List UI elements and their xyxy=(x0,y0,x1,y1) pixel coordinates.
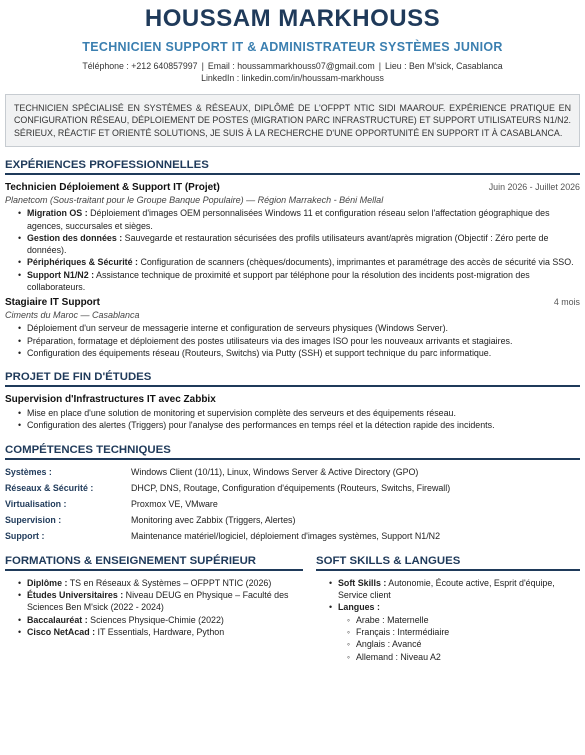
languages-list xyxy=(338,614,580,663)
language-item: ◦ Arabe : Maternelle xyxy=(347,614,580,626)
language-item: ◦ Anglais : Avancé xyxy=(347,638,580,650)
soft-skills-heading: SOFT SKILLS & LANGUES xyxy=(316,555,580,571)
list-item: • Déploiement d'un serveur de messagerie interne et configuration de serveurs physiques (Windows Server). xyxy=(18,322,580,334)
project-title: Supervision d'Infrastructures IT avec Zabbix xyxy=(5,394,216,406)
list-item: • Baccalauréat : Sciences Physique-Chimie (2022) xyxy=(18,614,303,626)
education-column xyxy=(5,547,303,663)
job-2 xyxy=(5,297,580,359)
soft-skills-column xyxy=(316,547,580,663)
list-item: • Configuration des alertes (Triggers) pour l'analyse des performances en temps réel et la détection rapide des incidents. xyxy=(18,419,580,431)
job-company-1: Planetcom (Sous-traitant pour le Groupe Banque Populaire) — Région Marrakech - Béni Mellal xyxy=(5,195,384,206)
list-item: • Cisco NetAcad : IT Essentials, Hardware, Python xyxy=(18,626,303,638)
language-item: ◦ Allemand : Niveau A2 xyxy=(347,651,580,663)
table-row: Réseaux & Sécurité : DHCP, DNS, Routage, Configuration d'équipements (Routeurs, Switchs, Firewall) xyxy=(5,482,451,493)
bottom-columns xyxy=(5,547,580,663)
project-heading: PROJET DE FIN D'ÉTUDES xyxy=(5,371,580,387)
separator: | xyxy=(378,61,382,71)
job-title-2: Stagiaire IT Support xyxy=(5,297,101,309)
table-row: Supervision : Monitoring avec Zabbix (Triggers, Alertes) xyxy=(5,514,296,525)
job-1 xyxy=(5,182,580,293)
education-heading: FORMATIONS & ENSEIGNEMENT SUPÉRIEUR xyxy=(5,555,303,571)
experience-heading: EXPÉRIENCES PROFESSIONNELLES xyxy=(5,159,580,175)
table-row: Virtualisation : Proxmox VE, VMware xyxy=(5,498,218,509)
list-item: • Support N1/N2 : Assistance technique de proximité et support par téléphone pour la résolution des incidents post-migration des collaborateurs. xyxy=(18,269,580,294)
list-item: • Études Universitaires : Niveau DEUG en Physique – Faculté des Sciences Ben M'sick (2022 - 2024) xyxy=(18,589,303,614)
list-item: • Mise en place d'une solution de monitoring et supervision complète des serveurs et des équipements réseau. xyxy=(18,407,580,419)
language-item: ◦ Français : Intermédiaire xyxy=(347,626,580,638)
table-row: Support : Maintenance matériel/logiciel, déploiement d'images systèmes, Support N1/N2 xyxy=(5,530,441,541)
candidate-name: HOUSSAM MARKHOUSS xyxy=(144,5,441,32)
profile-summary: TECHNICIEN SPÉCIALISÉ EN SYSTÈMES & RÉSEAUX, DIPLÔMÉ DE L'OFPPT NTIC SIDI MAAROUF. EXPÉRIENCE PRATIQUE EN CONFIGURATION RÉSEAU, DÉPLOIEMENT DE POSTES (MIGRATION PARC INFRASTRUCTURE) ET SUPPORT UTILISATEURS N1/N2. SÉRIEUX, RÉACTIF ET ORIENTÉ SOLUTIONS, JE SUIS À LA RECHERCHE D'UNE OPPORTUNITÉ EN SUPPORT IT À CASABLANCA. xyxy=(5,94,580,147)
table-row: Systèmes : Windows Client (10/11), Linux, Windows Server & Active Directory (GPO) xyxy=(5,466,419,477)
resume-page xyxy=(0,5,585,755)
contact-line xyxy=(5,60,580,84)
skills-table xyxy=(5,467,580,547)
list-item: • Langues : ◦ Arabe : Maternelle ◦ Français : Intermédiaire ◦ Anglais : Avancé ◦ Allemand : Niveau A2 xyxy=(329,601,580,662)
job-company-2: Ciments du Maroc — Casablanca xyxy=(5,310,140,321)
list-item: • Configuration des équipements réseau (Routeurs, Switchs) via Putty (SSH) et support technique du parc informatique. xyxy=(18,347,580,359)
job-title: TECHNICIEN SUPPORT IT & ADMINISTRATEUR SYSTÈMES JUNIOR xyxy=(82,40,503,54)
list-item: • Préparation, formatage et déploiement des postes utilisateurs via des images ISO pour les nouveaux arrivants et stagiaires. xyxy=(18,335,580,347)
list-item: • Gestion des données : Sauvegarde et restauration sécurisées des profils utilisateurs avant/après migration (Objectif : Zéro perte de données). xyxy=(18,232,580,257)
linkedin: LinkedIn : linkedin.com/in/houssam-markhouss xyxy=(201,73,384,83)
skills-heading: COMPÉTENCES TECHNIQUES xyxy=(5,444,580,460)
list-item: • Périphériques & Sécurité : Configuration de scanners (chèques/documents), imprimantes et paramétrage des accès de sécurité via SSO. xyxy=(18,256,580,268)
list-item: • Migration OS : Déploiement d'images OEM personnalisées Windows 11 et configuration réseau selon l'affectation géographique des agences, succursales et sièges. xyxy=(18,207,580,232)
location: Lieu : Ben M'sick, Casablanca xyxy=(385,61,503,71)
job-date-1: Juin 2026 - Juillet 2026 xyxy=(488,182,580,193)
separator: | xyxy=(201,61,204,71)
list-item: • Soft Skills : Autonomie, Écoute active, Esprit d'équipe, Service client xyxy=(329,577,580,602)
phone: Téléphone : +212 640857997 xyxy=(82,61,198,71)
email: Email : houssammarkhouss07@gmail.com xyxy=(207,61,375,71)
job-title-1: Technicien Déploiement & Support IT (Projet) xyxy=(5,182,220,194)
list-item: • Diplôme : TS en Réseaux & Systèmes – OFPPT NTIC (2026) xyxy=(18,577,303,589)
job-date-2: 4 mois xyxy=(553,297,580,308)
